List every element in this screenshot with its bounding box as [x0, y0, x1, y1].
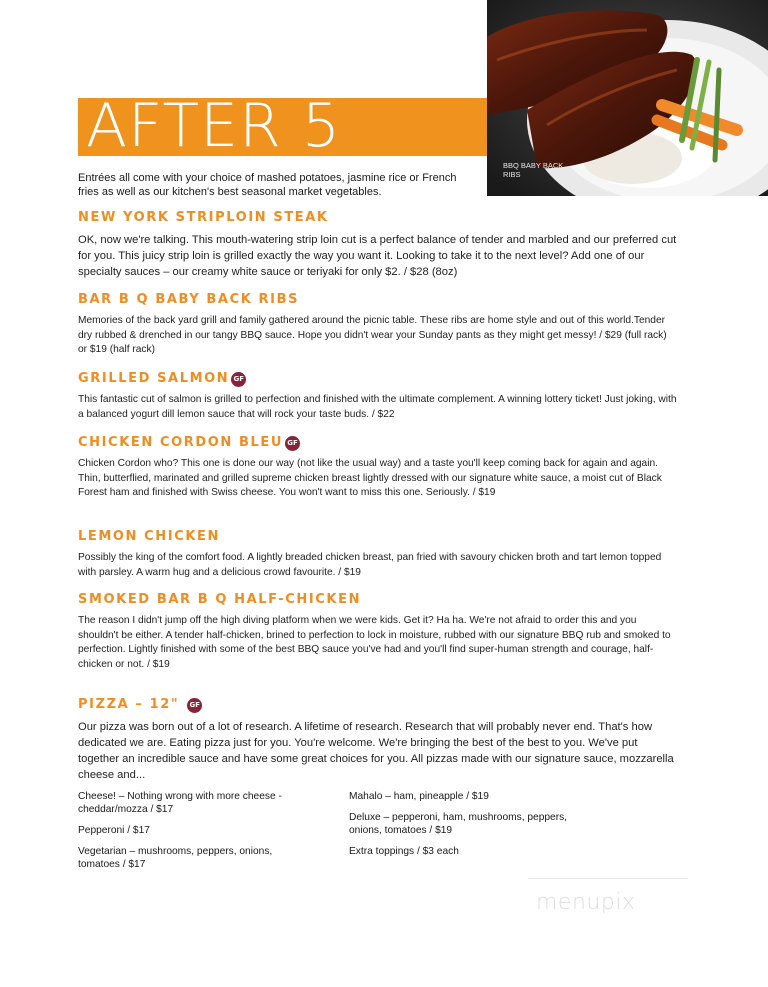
item-description: Possibly the king of the comfort food. A lightly breaded chicken breast, pan fried with savoury chicken broth and tart lemon topped with parsley. A warm hug and a delicious crowd favourite. / $19 — [78, 552, 662, 578]
menu-item — [78, 528, 678, 580]
gluten-free-badge: GF — [231, 372, 246, 387]
menu-item — [78, 291, 678, 358]
item-name: CHICKEN CORDON BLEU GF — [78, 434, 678, 452]
pizza-option: Mahalo – ham, pineapple / $19 — [349, 791, 489, 802]
pizza-option: Deluxe – pepperoni, ham, mushrooms, peppers, onions, tomatoes / $19 — [349, 812, 568, 836]
watermark-logo — [528, 876, 688, 926]
ribs-photo — [487, 0, 768, 196]
photo-caption: BBQ BABY BACK RIBS — [503, 161, 564, 179]
item-description: The reason I didn't jump off the high diving platform when we were kids. Get it? Ha ha. We're not afraid to order this and you shouldn't be either. A tender half-chicken, brined to perfection to lock in moisture, rubbed with our signature BBQ rub and smoked to perfection. Lightly finished with some of the best BBQ sauce you've had and you'll find super-human strength and courage, half-chicken or not. / $19 — [78, 615, 671, 670]
pizza-options-left — [78, 790, 328, 879]
menu-item — [78, 591, 678, 672]
page-title: AFTER 5 — [86, 91, 341, 161]
pizza-options-right — [349, 790, 599, 866]
pizza-description: Our pizza was born out of a lot of research. A lifetime of research. Research that will probably never end. That's how dedicated we are. Eating pizza just for you. You're welcome. We're bringing the best of the best to you. We've put together an incredible sauce and have some great choices for you. All pizzas made with our signature sauce, mozzarella cheese and... — [78, 721, 674, 781]
pizza-option: Vegetarian – mushrooms, peppers, onions, tomatoes / $17 — [78, 846, 273, 870]
pizza-option: Extra toppings / $3 each — [349, 846, 459, 857]
gluten-free-badge: GF — [187, 698, 202, 713]
item-name: LEMON CHICKEN — [78, 529, 220, 544]
item-description: Chicken Cordon who? This one is done our way (not like the usual way) and a taste you'll keep coming back for again and again. Thin, butterflied, marinated and grilled supreme chicken breast lightly dressed with our signature white sauce, a moist cut of Black Forest ham and finished with Swiss cheese. You won't want to miss this one. Seriously. / $19 — [78, 458, 662, 498]
item-name: SMOKED BAR B Q HALF-CHICKEN — [78, 592, 362, 607]
watermark-text: menupix — [536, 890, 636, 915]
intro-text: Entrées all come with your choice of mashed potatoes, jasmine rice or French fries as well as our kitchen's best seasonal market vegetables. — [78, 172, 457, 198]
menu-item — [78, 370, 678, 422]
item-name: GRILLED SALMON GF — [78, 370, 678, 388]
pizza-section — [78, 696, 678, 783]
item-description: This fantastic cut of salmon is grilled to perfection and finished with the ultimate complement. A winning lottery ticket! Just joking, with a balanced yogurt dill lemon sauce that will rock your taste buds. / $22 — [78, 394, 677, 420]
pizza-option: Cheese! – Nothing wrong with more cheese - cheddar/mozza / $17 — [78, 791, 282, 815]
watermark-rule — [528, 878, 688, 879]
item-name: NEW YORK STRIPLOIN STEAK — [78, 210, 329, 225]
pizza-name: PIZZA – 12" GF — [78, 696, 678, 714]
menu-item — [78, 209, 678, 280]
item-description: Memories of the back yard grill and family gathered around the picnic table. These ribs are home style and out of this world.Tender dry rubbed & drenched in our tangy BBQ sauce. Hope you didn't wear your Sunday pants as they might get messy! / $29 (full rack) or $19 (half rack) — [78, 315, 667, 355]
gluten-free-badge: GF — [285, 436, 300, 451]
item-name: BAR B Q BABY BACK RIBS — [78, 292, 300, 307]
menu-item — [78, 434, 678, 501]
pizza-option: Pepperoni / $17 — [78, 825, 150, 836]
item-description: OK, now we're talking. This mouth-watering strip loin cut is a perfect balance of tender and marbled and our preferred cut for you. This juicy strip loin is grilled exactly the way you want it. Looking to take it to the next level? Add one of our specialty sauces – our creamy white sauce or teriyaki for only $2. / $28 (8oz) — [78, 234, 677, 278]
